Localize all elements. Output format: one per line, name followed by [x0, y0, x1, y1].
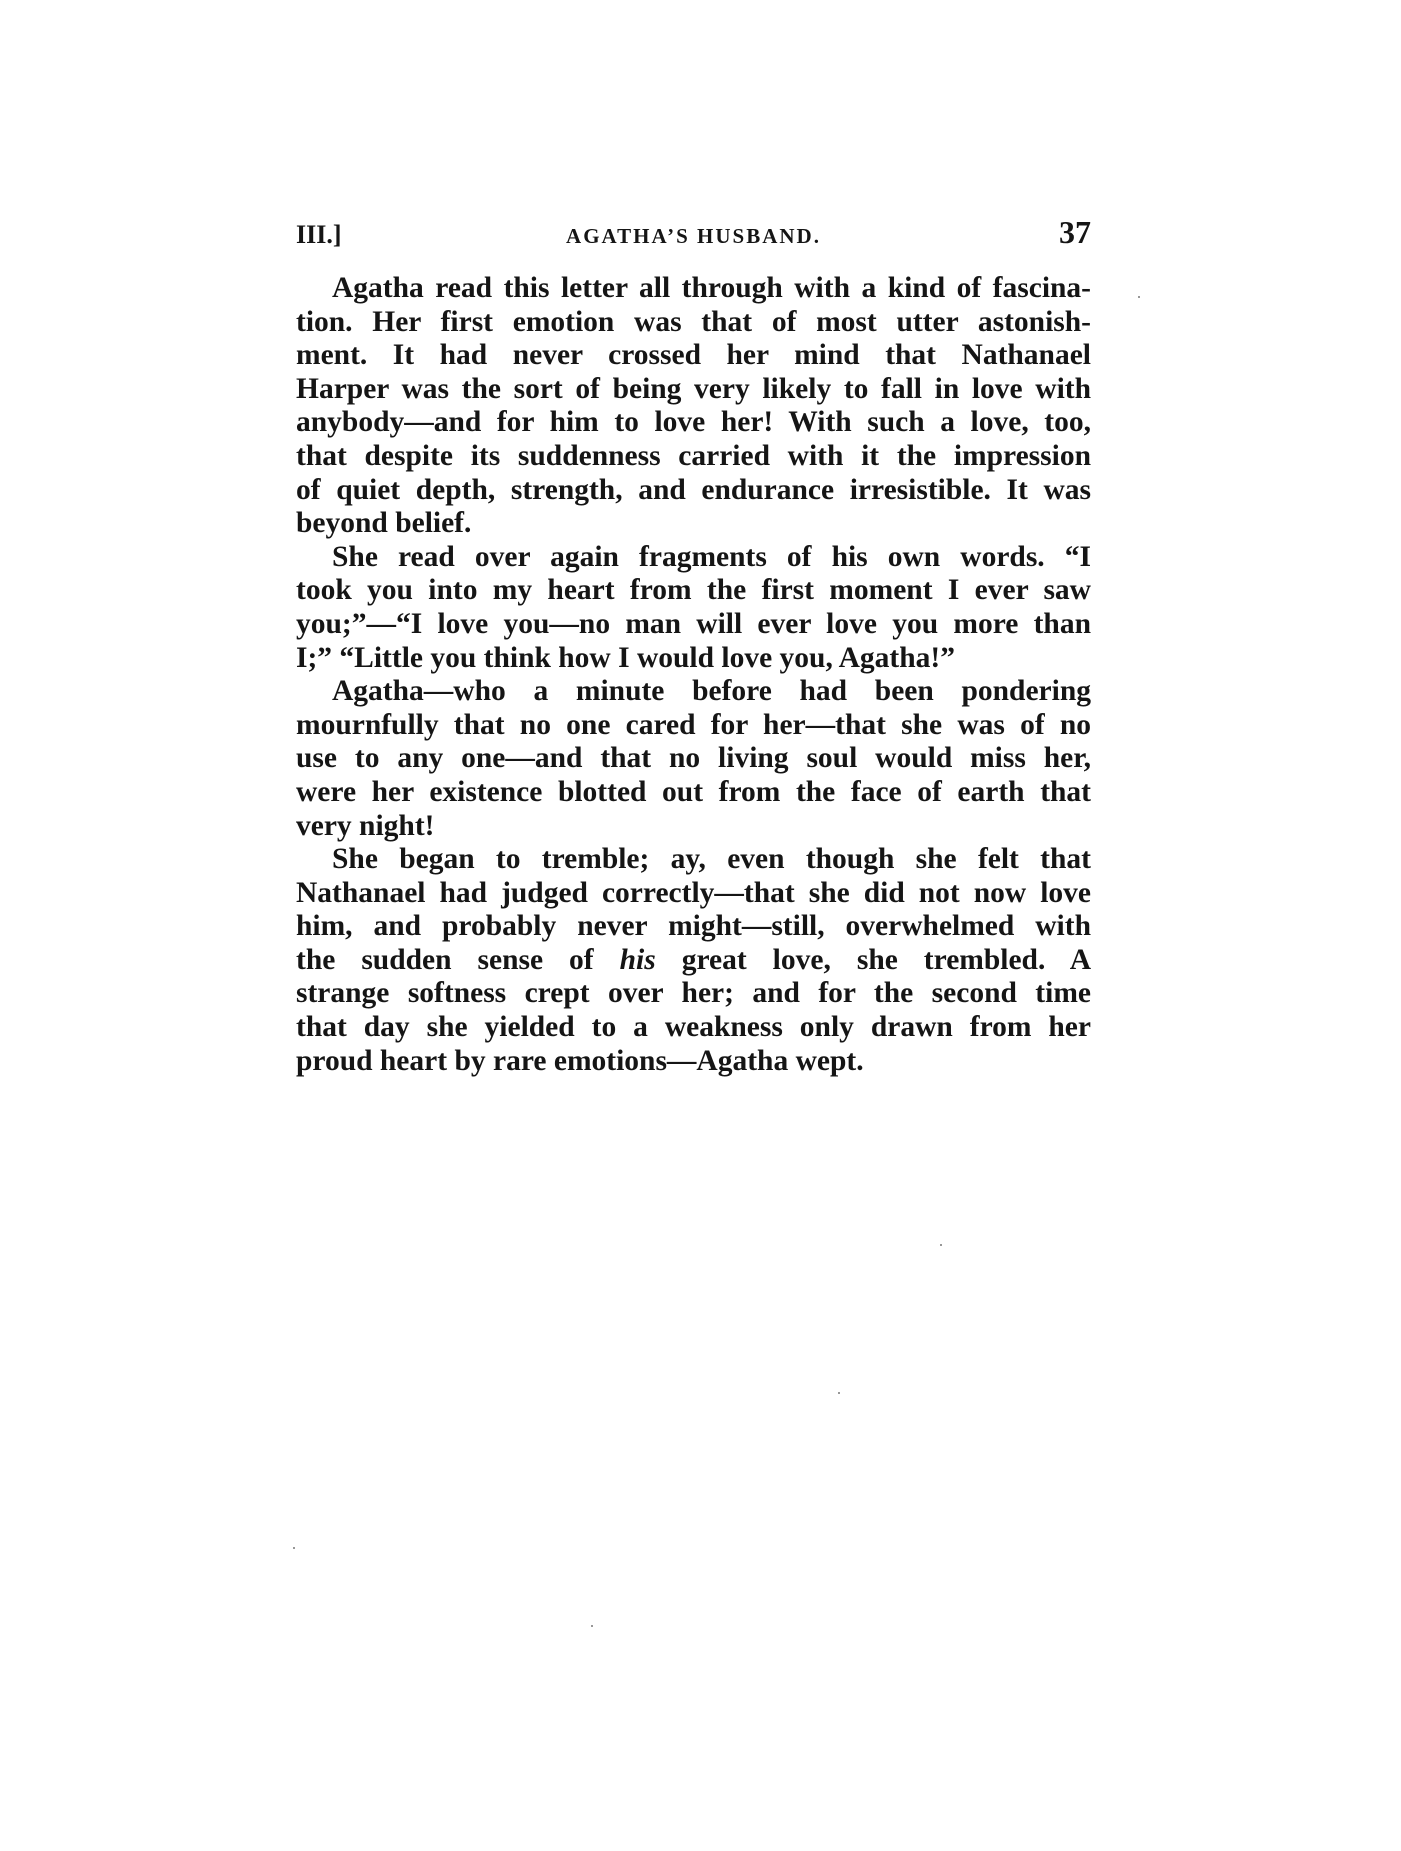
text-line: She read over again fragments of his own words. “I	[332, 540, 1091, 573]
text-line: were her existence blotted out from the face of earth that	[296, 775, 1091, 808]
page-number: 37	[1059, 214, 1091, 250]
text-line: beyond belief.	[296, 507, 472, 540]
text-line: mournfully that no one cared for her—that she was of no	[296, 708, 1091, 741]
text-line: him, and probably never might—still, overwhelmed with	[296, 910, 1091, 943]
text-line: ment. It had never crossed her mind that Nathanael	[296, 339, 1091, 372]
text-line: strange softness crept over her; and for the second time	[296, 977, 1091, 1010]
text-line: that despite its suddenness carried with it the impression	[296, 439, 1091, 472]
text-line: I;” “Little you think how I would love you, Agatha!”	[296, 641, 955, 674]
paragraph-4	[296, 843, 1091, 1078]
body-text	[296, 272, 1091, 1078]
paragraph-1	[296, 272, 1091, 541]
text-line: tion. Her first emotion was that of most utter astonish-	[296, 305, 1091, 338]
chapter-marker: III.]	[296, 220, 342, 249]
text-line: very night!	[296, 809, 435, 842]
text-line: anybody—and for him to love her! With such a love, too,	[296, 406, 1091, 439]
text-line: of quiet depth, strength, and endurance irresistible. It was	[296, 473, 1091, 506]
running-head	[296, 214, 1091, 254]
text-line: Agatha—who a minute before had been pondering	[332, 675, 1091, 708]
text-line: Nathanael had judged correctly—that she did not now love	[296, 876, 1091, 909]
text-line: use to any one—and that no living soul would miss her,	[296, 742, 1091, 775]
running-title: AGATHA’S HUSBAND.	[566, 224, 821, 248]
text-run: the sudden sense of	[296, 943, 620, 976]
paragraph-3	[296, 675, 1091, 843]
text-line: you;”—“I love you—no man will ever love you more than	[296, 607, 1091, 640]
text-line: took you into my heart from the first moment I ever saw	[296, 574, 1091, 607]
text-line: She began to tremble; ay, even though she felt that	[332, 843, 1091, 876]
text-line: that day she yielded to a weakness only drawn from her	[296, 1011, 1091, 1044]
scan-speck	[293, 1547, 295, 1549]
text-line-with-italic	[296, 944, 1091, 978]
scan-speck	[591, 1625, 593, 1627]
scan-speck	[838, 1392, 840, 1394]
italic-word: his	[619, 943, 656, 976]
paragraph-2	[296, 541, 1091, 675]
scan-speck	[1138, 296, 1140, 298]
text-run: great love, she trembled. A	[655, 943, 1092, 976]
text-line: proud heart by rare emotions—Agatha wept.	[296, 1044, 864, 1077]
text-line: Agatha read this letter all through with a kind of fascina-	[332, 272, 1091, 304]
scan-speck	[940, 1244, 942, 1246]
text-line: Harper was the sort of being very likely to fall in love with	[296, 372, 1091, 405]
